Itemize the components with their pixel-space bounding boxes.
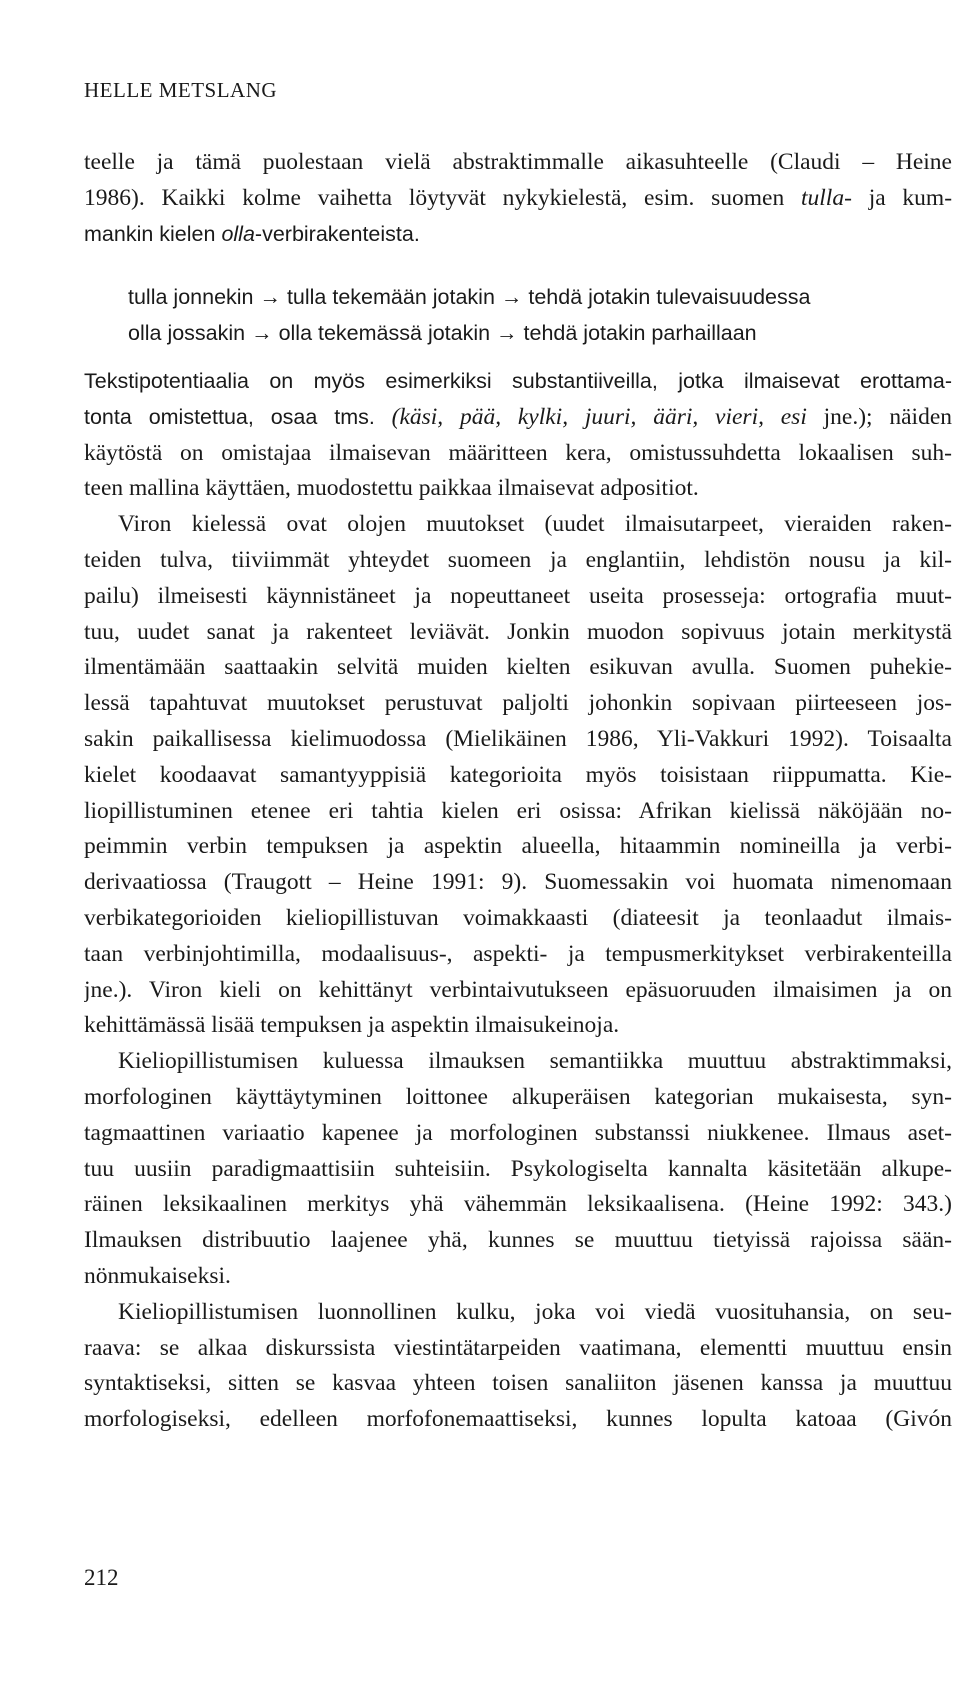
paragraph-4 xyxy=(84,1295,952,1438)
example-line: tulla jonnekin → tulla tekemään jotakin → tehdä jotakin tulevaisuudessa xyxy=(128,285,811,309)
text-line: tuu, uudet sanat ja rakenteet leviävät. Jonkin muodon sopivuus jotain merkitystä xyxy=(84,618,952,645)
text-line: tuu uusiin paradigmaattisiin suhteisiin. Psykologiselta kannalta käsitetään alkupe- xyxy=(84,1155,952,1182)
paragraph-1 xyxy=(84,364,952,507)
text-line: kehittämässä lisää tempuksen ja aspektin ilmaisukeinoja. xyxy=(84,1012,620,1039)
text-line: tonta omistettua, osaa tms. (käsi, pää, kylki, juuri, ääri, vieri, esi jne.); näiden xyxy=(84,403,952,430)
text-line: Ilmauksen distribuutio laajenee yhä, kunnes se muuttuu tietyissä rajoissa sään- xyxy=(84,1227,952,1254)
text-line: nönmukaiseksi. xyxy=(84,1262,231,1289)
text-line: tagmaattinen variaatio kapenee ja morfologinen substanssi niukkenee. Ilmaus aset- xyxy=(84,1119,952,1146)
text-line: teelle ja tämä puolestaan vielä abstraktimmalle aikasuhteelle (Claudi – Heine xyxy=(84,149,952,175)
running-head: HELLE METSLANG xyxy=(84,78,278,102)
text-line: kielet koodaavat samantyyppisiä kategorioita myös toisistaan riippumatta. Kie- xyxy=(84,761,952,788)
example-list xyxy=(128,280,810,352)
text-line: käytöstä on omistajaa ilmaisevan määritteen kera, omistussuhdetta lokaalisen suh- xyxy=(84,439,952,466)
text-line: taan verbinjohtimilla, modaalisuus-, aspekti- ja tempusmerkitykset verbirakenteilla xyxy=(84,940,952,967)
text-line: peimmin verbin tempuksen ja aspektin alueella, hitaammin nomineilla ja verbi- xyxy=(84,833,952,860)
text-line: pailu) ilmeisesti käynnistäneet ja nopeuttaneet useita prosesseja: ortografia muut- xyxy=(84,582,952,609)
paragraph-3 xyxy=(84,1044,952,1295)
text-line: Tekstipotentiaalia on myös esimerkiksi substantiiveilla, jotka ilmaisevat erottama- xyxy=(84,369,952,393)
text-line: liopillistuminen etenee eri tahtia kielen eri osissa: Afrikan kielissä näköjään no- xyxy=(84,797,952,824)
body-text xyxy=(84,364,952,1438)
text-line: syntaktiseksi, sitten se kasvaa yhteen toisen sanaliiton jäsenen kanssa ja muuttuu xyxy=(84,1370,952,1397)
text-line: morfologiseksi, edelleen morfofonemaattiseksi, kunnes lopulta katoaa (Givón xyxy=(84,1406,952,1433)
text-line: raava: se alkaa diskurssista viestintätarpeiden vaatimana, elementti muuttuu ensin xyxy=(84,1334,952,1361)
text-line: mankin kielen olla-verbirakenteista. xyxy=(84,221,420,246)
example-line: olla jossakin → olla tekemässä jotakin → tehdä jotakin parhaillaan xyxy=(128,320,757,345)
intro-paragraph xyxy=(84,145,952,252)
text-line: teen mallina käyttäen, muodostettu paikkaa ilmaisevat adpositiot. xyxy=(84,475,699,502)
text-line: räinen leksikaalinen merkitys yhä vähemmän leksikaalisena. (Heine 1992: 343.) xyxy=(84,1191,952,1218)
text-line: derivaatiossa (Traugott – Heine 1991: 9). Suomessakin voi huomata nimenomaan xyxy=(84,869,952,896)
text-line: jne.). Viron kieli on kehittänyt verbintaivutukseen epäsuoruuden ilmaisimen ja on xyxy=(84,976,952,1003)
paragraph-2 xyxy=(84,507,952,1044)
text-line: ilmentämään saattaakin selvitä muiden kielten esikuvan avulla. Suomen puhekie- xyxy=(84,654,952,681)
text-line: Kieliopillistumisen luonnollinen kulku, joka voi viedä vuosituhansia, on seu- xyxy=(118,1298,952,1325)
text-line: Kieliopillistumisen kuluessa ilmauksen semantiikka muuttuu abstraktimmaksi, xyxy=(118,1048,952,1075)
text-line: Viron kielessä ovat olojen muutokset (uudet ilmaisutarpeet, vieraiden raken- xyxy=(118,511,952,538)
text-line: teiden tulva, tiiviimmät yhteydet suomeen ja englantiin, lehdistön nousu ja kil- xyxy=(84,546,952,573)
text-line: lessä tapahtuvat muutokset perustuvat paljolti johonkin sopivaan piirteeseen jos- xyxy=(84,690,952,717)
text-line: 1986). Kaikki kolme vaihetta löytyvät nykykielestä, esim. suomen tulla- ja kum- xyxy=(84,184,952,211)
page-number: 212 xyxy=(84,1565,119,1590)
text-line: morfologinen käyttäytyminen loittonee alkuperäisen kategorian mukaisesta, syn- xyxy=(84,1083,952,1110)
text-line: verbikategorioiden kieliopillistuvan voimakkaasti (diateesit ja teonlaadut ilmais- xyxy=(84,904,952,931)
text-line: sakin paikallisessa kielimuodossa (Mielikäinen 1986, Yli-Vakkuri 1992). Toisaalta xyxy=(84,725,952,752)
